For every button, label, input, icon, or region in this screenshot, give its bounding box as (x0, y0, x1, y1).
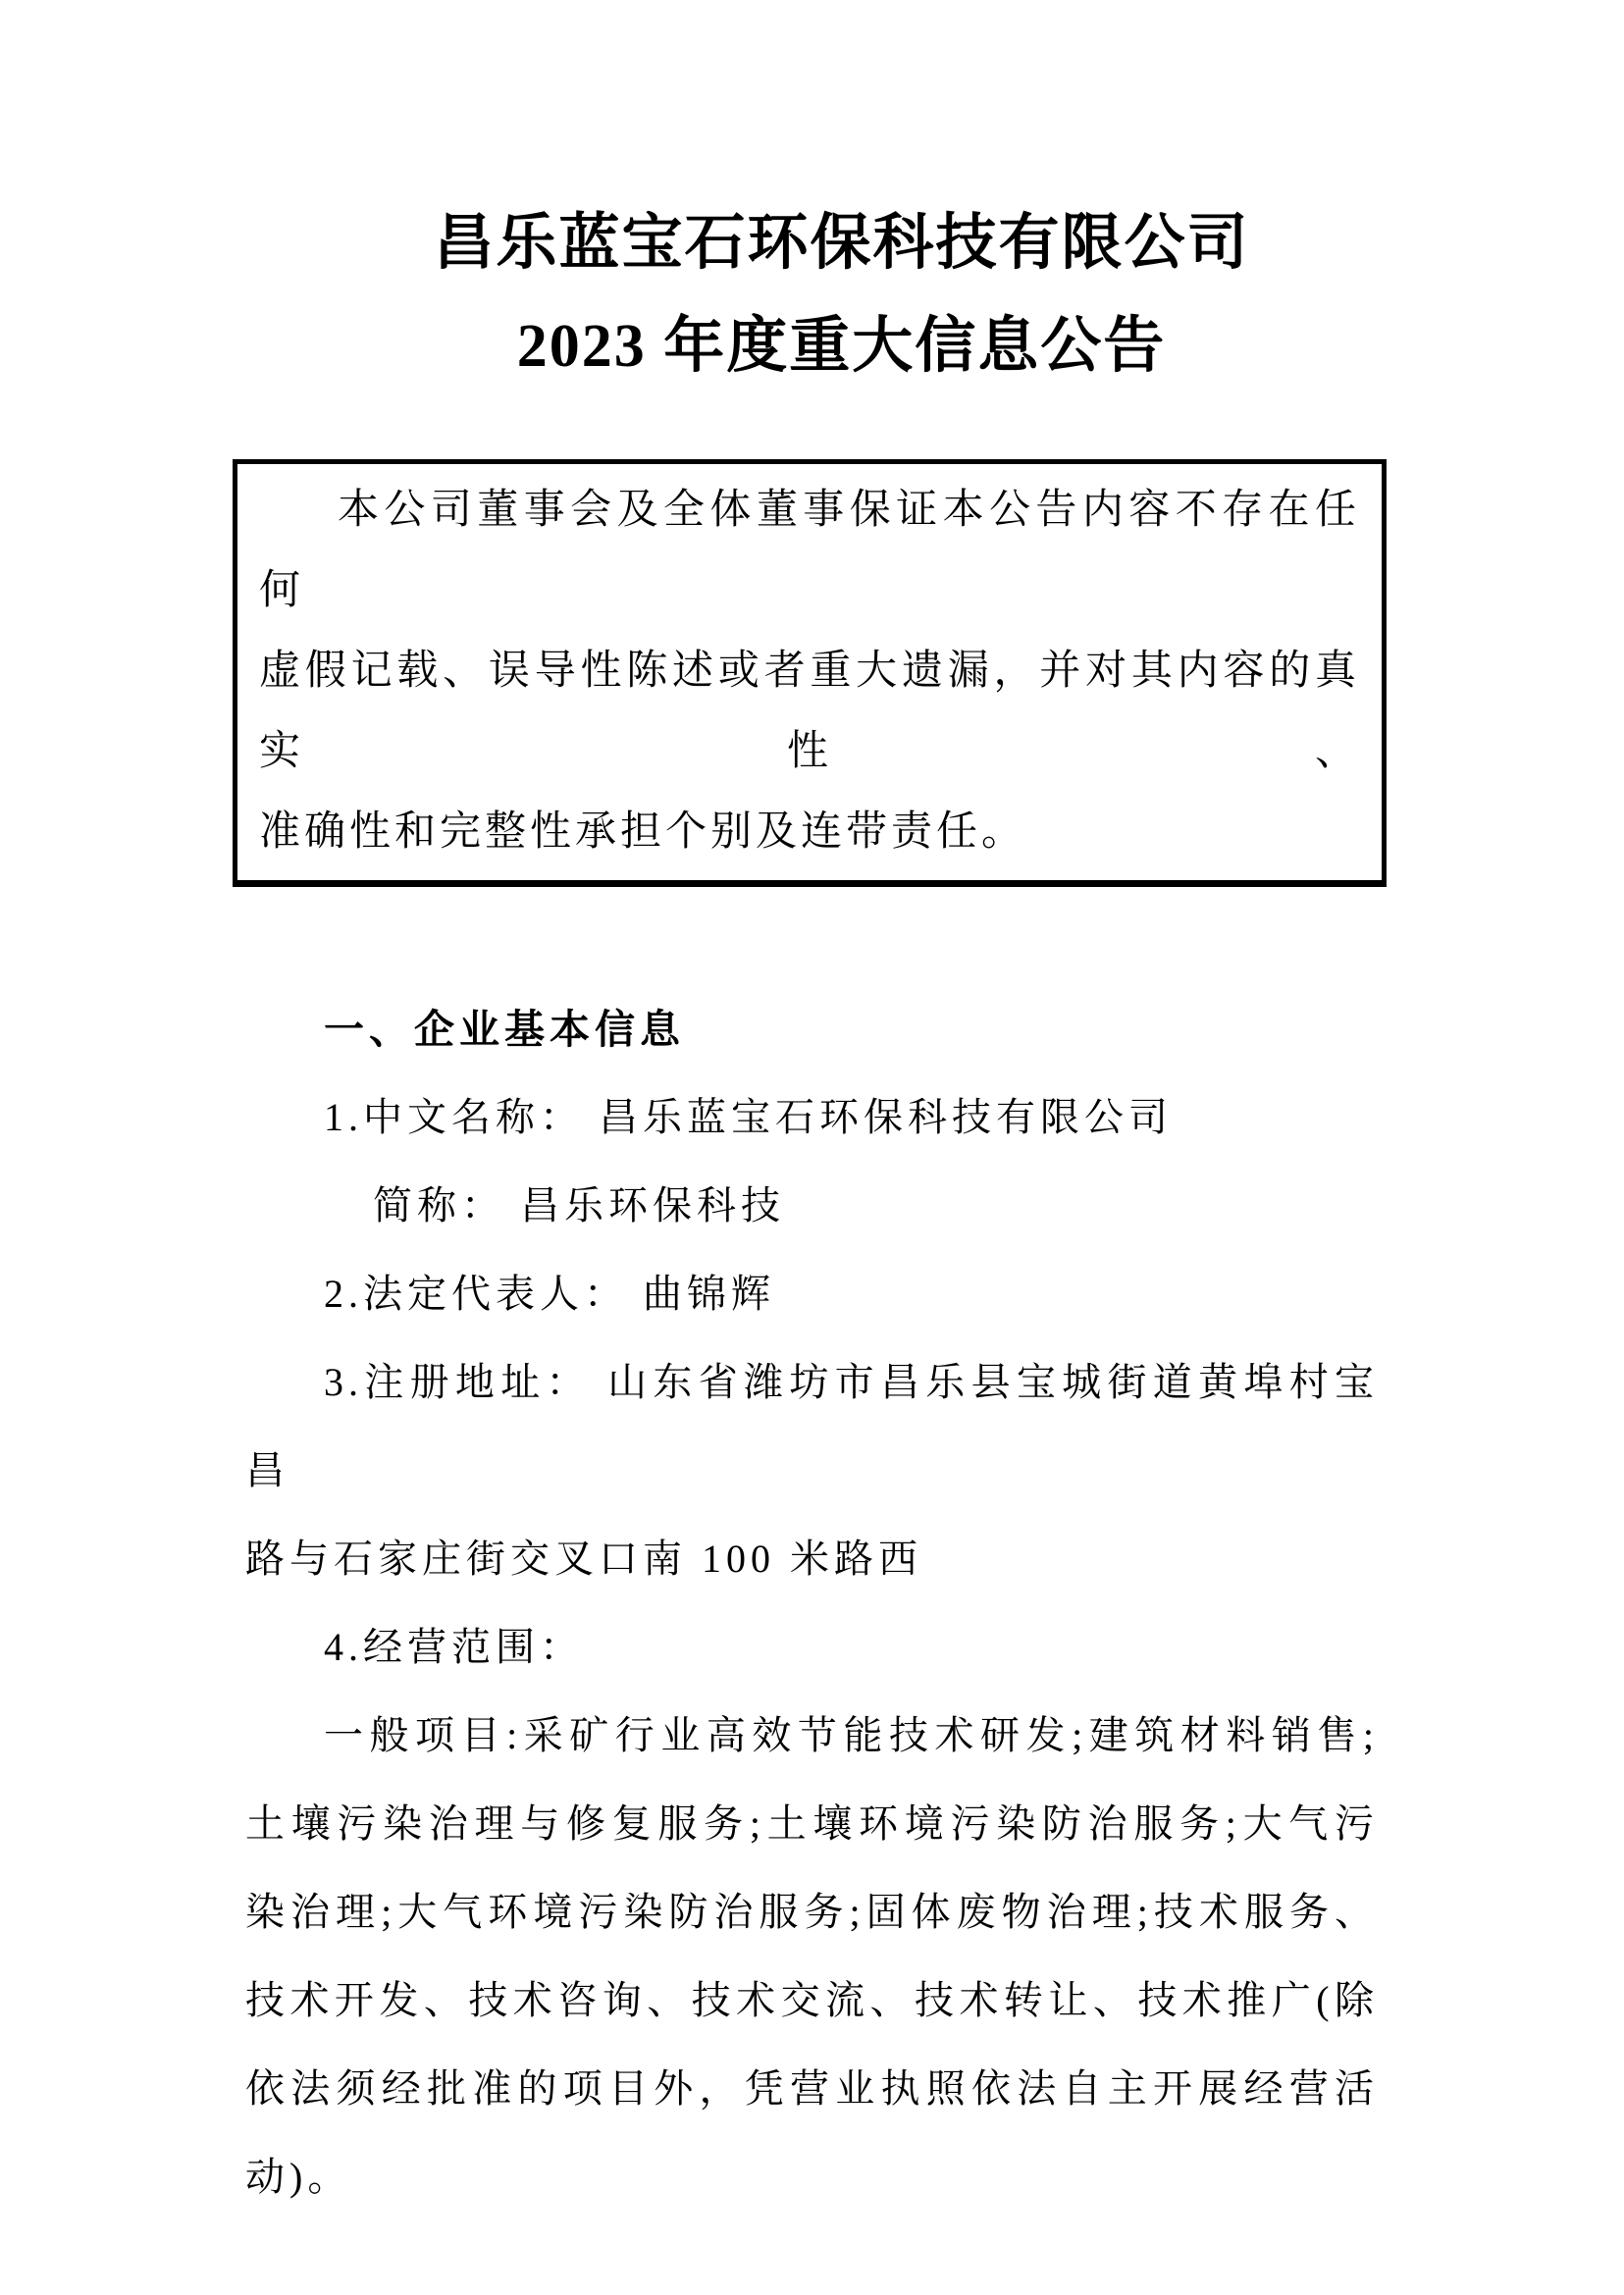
document-title (59, 0, 1624, 398)
title-line-report-name: 2023 年度重大信息公告 (516, 313, 1167, 380)
business-scope-label: 4.经营范围： (324, 1625, 584, 1669)
basic-info-section (245, 985, 1379, 2221)
business-scope-line: 依法须经批准的项目外，凭营业执照依法自主开展经营活 (245, 2066, 1379, 2111)
company-name-line: 1.中文名称： 昌乐蓝宝石环保科技有限公司 (324, 1095, 1173, 1139)
disclaimer-line: 准确性和完整性承担个别及连带责任。 (259, 809, 1027, 855)
registered-address-line-2: 路与石家庄街交叉口南 100 米路西 (245, 1537, 922, 1581)
business-scope-line: 技术开发、技术咨询、技术交流、技术转让、技术推广(除 (245, 1978, 1379, 2022)
disclaimer-box (233, 459, 1387, 887)
business-scope-line: 染治理;大气环境污染防治服务;固体废物治理;技术服务、 (245, 1890, 1379, 1934)
business-scope-line: 动)。 (245, 2155, 352, 2199)
business-scope-line: 土壤污染治理与修复服务;土壤环境污染防治服务;大气污 (245, 1801, 1379, 1846)
section-heading: 一、企业基本信息 (324, 1007, 685, 1052)
business-scope-line: 一般项目:采矿行业高效节能技术研发;建筑材料销售; (324, 1713, 1379, 1757)
disclaimer-line: 虚假记载、误导性陈述或者重大遗漏，并对其内容的真实性、 (259, 649, 1360, 774)
legal-representative-line: 2.法定代表人： 曲锦辉 (324, 1272, 775, 1316)
registered-address-line-1: 3.注册地址： 山东省潍坊市昌乐县宝城街道黄埠村宝昌 (245, 1360, 1379, 1492)
company-short-name-line: 简称： 昌乐环保科技 (373, 1183, 785, 1227)
disclaimer-line: 本公司董事会及全体董事保证本公告内容不存在任何 (259, 488, 1360, 613)
title-line-company-name: 昌乐蓝宝石环保科技有限公司 (433, 210, 1250, 277)
